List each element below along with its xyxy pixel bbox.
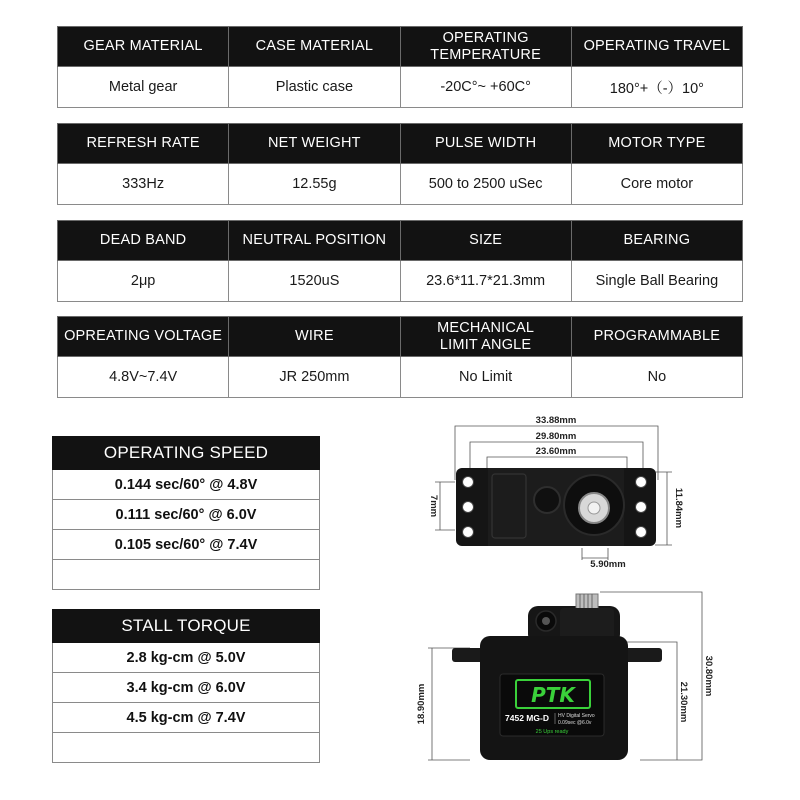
spec-table-1 [57, 26, 743, 108]
header-size: SIZE [400, 221, 571, 261]
operating-speed-row: 0.105 sec/60° @ 7.4V [53, 530, 320, 560]
header-pulse-width: PULSE WIDTH [400, 124, 571, 164]
spec-table-2 [57, 123, 743, 205]
header-motor-type: MOTOR TYPE [571, 124, 742, 164]
value-wire: JR 250mm [229, 357, 400, 398]
mount-hole-icon [636, 502, 647, 513]
output-shaft-icon [576, 594, 598, 610]
operating-speed-row [53, 560, 320, 590]
brand-logo-text: PTK [531, 683, 575, 707]
spec-table-3 [57, 220, 743, 302]
dim-body-depth: 11.84mm [673, 487, 684, 529]
spec-table-4 [57, 316, 743, 398]
label-desc-1: HV Digital Servo [558, 713, 595, 719]
stall-torque-row [53, 733, 320, 763]
operating-speed-row: 0.111 sec/60° @ 6.0V [53, 500, 320, 530]
stall-torque-title: STALL TORQUE [53, 610, 320, 643]
dim-total-height: 30.80mm [703, 655, 714, 697]
operating-speed-title: OPERATING SPEED [53, 437, 320, 470]
stall-torque-row: 2.8 kg-cm @ 5.0V [53, 643, 320, 673]
value-operating-travel: 180°+（-）10° [571, 67, 742, 108]
header-operating-voltage: OPREATING VOLTAGE [58, 317, 229, 357]
mount-hole-icon [463, 477, 474, 488]
mount-hole-icon [463, 527, 474, 538]
dim-hole-height: 7mm [428, 494, 439, 518]
header-dead-band: DEAD BAND [58, 221, 229, 261]
header-bearing: BEARING [571, 221, 742, 261]
header-operating-travel: OPERATING TRAVEL [571, 27, 742, 67]
value-bearing: Single Ball Bearing [571, 261, 742, 302]
value-refresh-rate: 333Hz [58, 164, 229, 205]
mount-hole-icon [636, 477, 647, 488]
value-operating-voltage: 4.8V~7.4V [58, 357, 229, 398]
header-wire: WIRE [229, 317, 400, 357]
header-gear-material: GEAR MATERIAL [58, 27, 229, 67]
dim-body-height: 21.30mm [678, 681, 689, 723]
label-tagline: 25 Ups ready [535, 729, 569, 735]
dim-body-width: 23.60mm [535, 446, 577, 457]
label-desc-2: 0.09sec @6.0v [558, 720, 592, 726]
value-motor-type: Core motor [571, 164, 742, 205]
operating-speed-row: 0.144 sec/60° @ 4.8V [53, 470, 320, 500]
stall-torque-table [52, 609, 320, 763]
dim-total-width: 33.88mm [535, 415, 577, 426]
mount-hole-icon [463, 502, 474, 513]
header-case-material: CASE MATERIAL [229, 27, 400, 67]
dim-hole-spacing: 29.80mm [535, 431, 577, 442]
value-net-weight: 12.55g [229, 164, 400, 205]
value-gear-material: Metal gear [58, 67, 229, 108]
header-neutral-position: NEUTRAL POSITION [229, 221, 400, 261]
dim-spline-offset: 5.90mm [590, 559, 626, 570]
servo-top-view-drawing [400, 408, 700, 578]
header-refresh-rate: REFRESH RATE [58, 124, 229, 164]
header-operating-temperature: OPERATING TEMPERATURE [400, 27, 571, 67]
label-model: 7452 MG-D [505, 713, 549, 723]
mount-hole-icon [636, 527, 647, 538]
header-mechanical-limit-angle: MECHANICAL LIMIT ANGLE [400, 317, 571, 357]
value-neutral-position: 1520uS [229, 261, 400, 302]
header-net-weight: NET WEIGHT [229, 124, 400, 164]
dim-tab-height: 18.90mm [416, 683, 427, 725]
value-pulse-width: 500 to 2500 uSec [400, 164, 571, 205]
value-size: 23.6*11.7*21.3mm [400, 261, 571, 302]
value-programmable: No [571, 357, 742, 398]
value-mechanical-limit-angle: No Limit [400, 357, 571, 398]
header-programmable: PROGRAMMABLE [571, 317, 742, 357]
operating-speed-table [52, 436, 320, 590]
value-case-material: Plastic case [229, 67, 400, 108]
value-dead-band: 2μp [58, 261, 229, 302]
stall-torque-row: 4.5 kg-cm @ 7.4V [53, 703, 320, 733]
value-operating-temperature: -20C°~ +60C° [400, 67, 571, 108]
stall-torque-row: 3.4 kg-cm @ 6.0V [53, 673, 320, 703]
servo-side-view-drawing [400, 582, 720, 792]
